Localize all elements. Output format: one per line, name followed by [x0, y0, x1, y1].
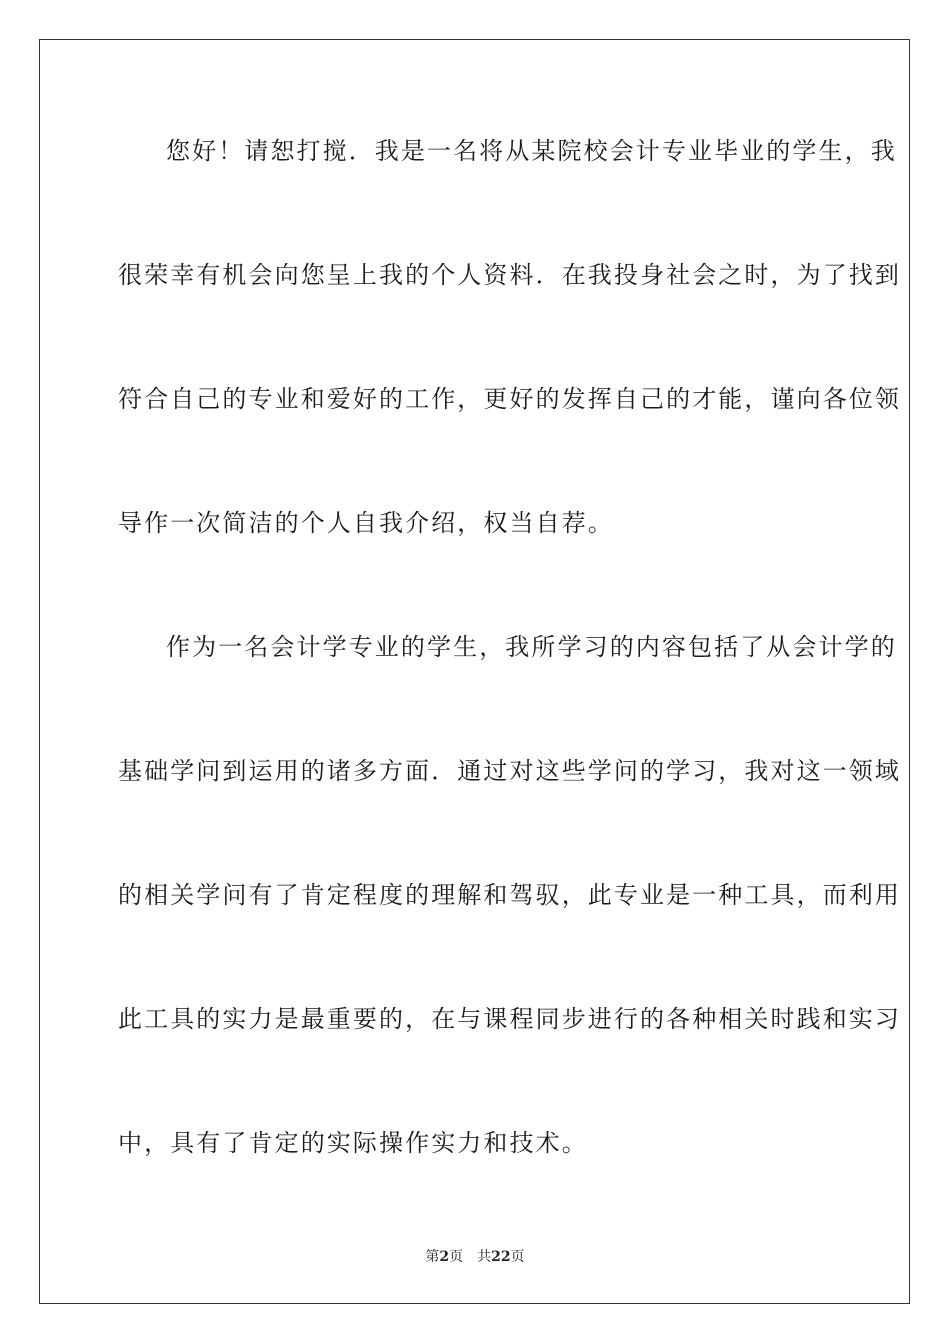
paragraph-2-line-4: 此工具的实力是最重要的，在与课程同步进行的各种相关时践和实习	[118, 1005, 901, 1033]
page-prefix: 第	[425, 1249, 440, 1265]
total-suffix: 页	[510, 1249, 525, 1265]
page-number: 2	[439, 1249, 450, 1265]
paragraph-1-line-1: 您好！请恕打搅．我是一名将从某院校会计专业毕业的学生，我	[166, 137, 897, 165]
total-pages: 22	[491, 1249, 511, 1265]
page-border	[39, 39, 910, 1304]
total-prefix: 共	[477, 1249, 492, 1265]
page-footer	[0, 1248, 950, 1266]
paragraph-2-line-2: 基础学问到运用的诸多方面．通过对这些学问的学习，我对这一领域	[118, 757, 901, 785]
paragraph-2-line-1: 作为一名会计学专业的学生，我所学习的内容包括了从会计学的	[166, 633, 897, 661]
paragraph-2-line-3: 的相关学问有了肯定程度的理解和驾驭，此专业是一种工具，而利用	[118, 881, 901, 909]
page-suffix: 页	[449, 1249, 464, 1265]
paragraph-1-line-2: 很荣幸有机会向您呈上我的个人资料．在我投身社会之时，为了找到	[118, 261, 901, 289]
paragraph-2-line-5: 中，具有了肯定的实际操作实力和技术。	[118, 1129, 588, 1157]
paragraph-1-line-4: 导作一次简洁的个人自我介绍，权当自荐。	[118, 509, 614, 537]
paragraph-1-line-3: 符合自己的专业和爱好的工作，更好的发挥自己的才能，谨向各位领	[118, 385, 901, 413]
